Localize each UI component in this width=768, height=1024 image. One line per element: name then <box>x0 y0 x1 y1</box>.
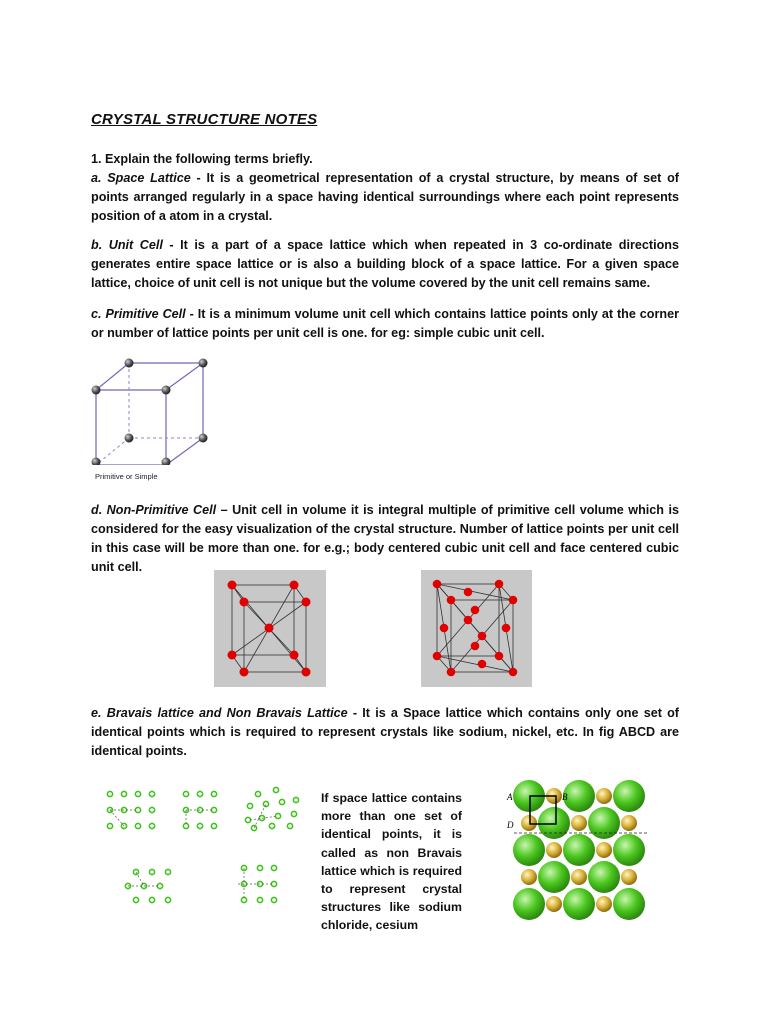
term-bravais-lattice: e. Bravais lattice and Non Bravais Lattice <box>91 706 348 720</box>
primitive-cube-figure <box>86 355 216 465</box>
document-title: CRYSTAL STRUCTURE NOTES <box>91 111 318 128</box>
term-primitive-cell: c. Primitive Cell <box>91 307 186 321</box>
fcc-cell-figure <box>421 570 532 687</box>
non-bravais-side-text: If space lattice contains more than one set of identical points, it is called as non Bravais lattice which is required to represent crystal structures like sodium chloride, cesium <box>321 791 462 933</box>
term-unit-cell: b. Unit Cell <box>91 238 163 252</box>
question-heading <box>91 150 679 226</box>
definition-non-primitive-cell: – Unit cell in volume it is integral multiple of primitive cell volume which is considered for the easy visualization of the crystal structure. Number of lattice points per unit cell in this case will be more than one. for e.g.; body centered cubic unit cell and face centered cubic unit cell. <box>91 503 679 574</box>
paragraph-bravais-lattice <box>91 704 679 761</box>
question-text: 1. Explain the following terms briefly. <box>91 152 313 166</box>
paragraph-unit-cell <box>91 236 679 293</box>
definition-unit-cell: - It is a part of a space lattice which when repeated in 3 co-ordinate directions generates entire space lattice or is also a building block of a space lattice. For a given space lattice, choice of unit cell is not unique but the volume covered by the unit cell remains same. <box>91 238 679 290</box>
definition-primitive-cell: - It is a minimum volume unit cell which contains lattice points only at the corner or number of lattice points per unit cell is one. for eg: simple cubic unit cell. <box>91 307 679 340</box>
non-bravais-lattice-figure <box>504 776 654 926</box>
paragraph-non-primitive-cell <box>91 501 679 577</box>
bcc-cell-figure <box>214 570 326 687</box>
definition-bravais-lattice: - It is a Space lattice which contains only one set of identical points which is required to represent crystals like sodium, nickel, etc. In fig ABCD are identical points. <box>91 706 679 758</box>
label-b: B <box>562 792 568 802</box>
term-non-primitive-cell: d. Non-Primitive Cell <box>91 503 217 517</box>
term-space-lattice: a. Space Lattice <box>91 171 191 185</box>
definition-space-lattice: - It is a geometrical representation of a crystal structure, by means of set of points arranged regularly in a space having identical surroundings where each point represents position of a atom in a crystal. <box>91 171 680 223</box>
paragraph-primitive-cell <box>91 305 679 343</box>
bravais-lattice-sketches <box>98 782 308 912</box>
primitive-figure-caption: Primitive or Simple <box>95 472 158 481</box>
label-a: A <box>507 792 513 802</box>
label-d: D <box>507 820 514 830</box>
